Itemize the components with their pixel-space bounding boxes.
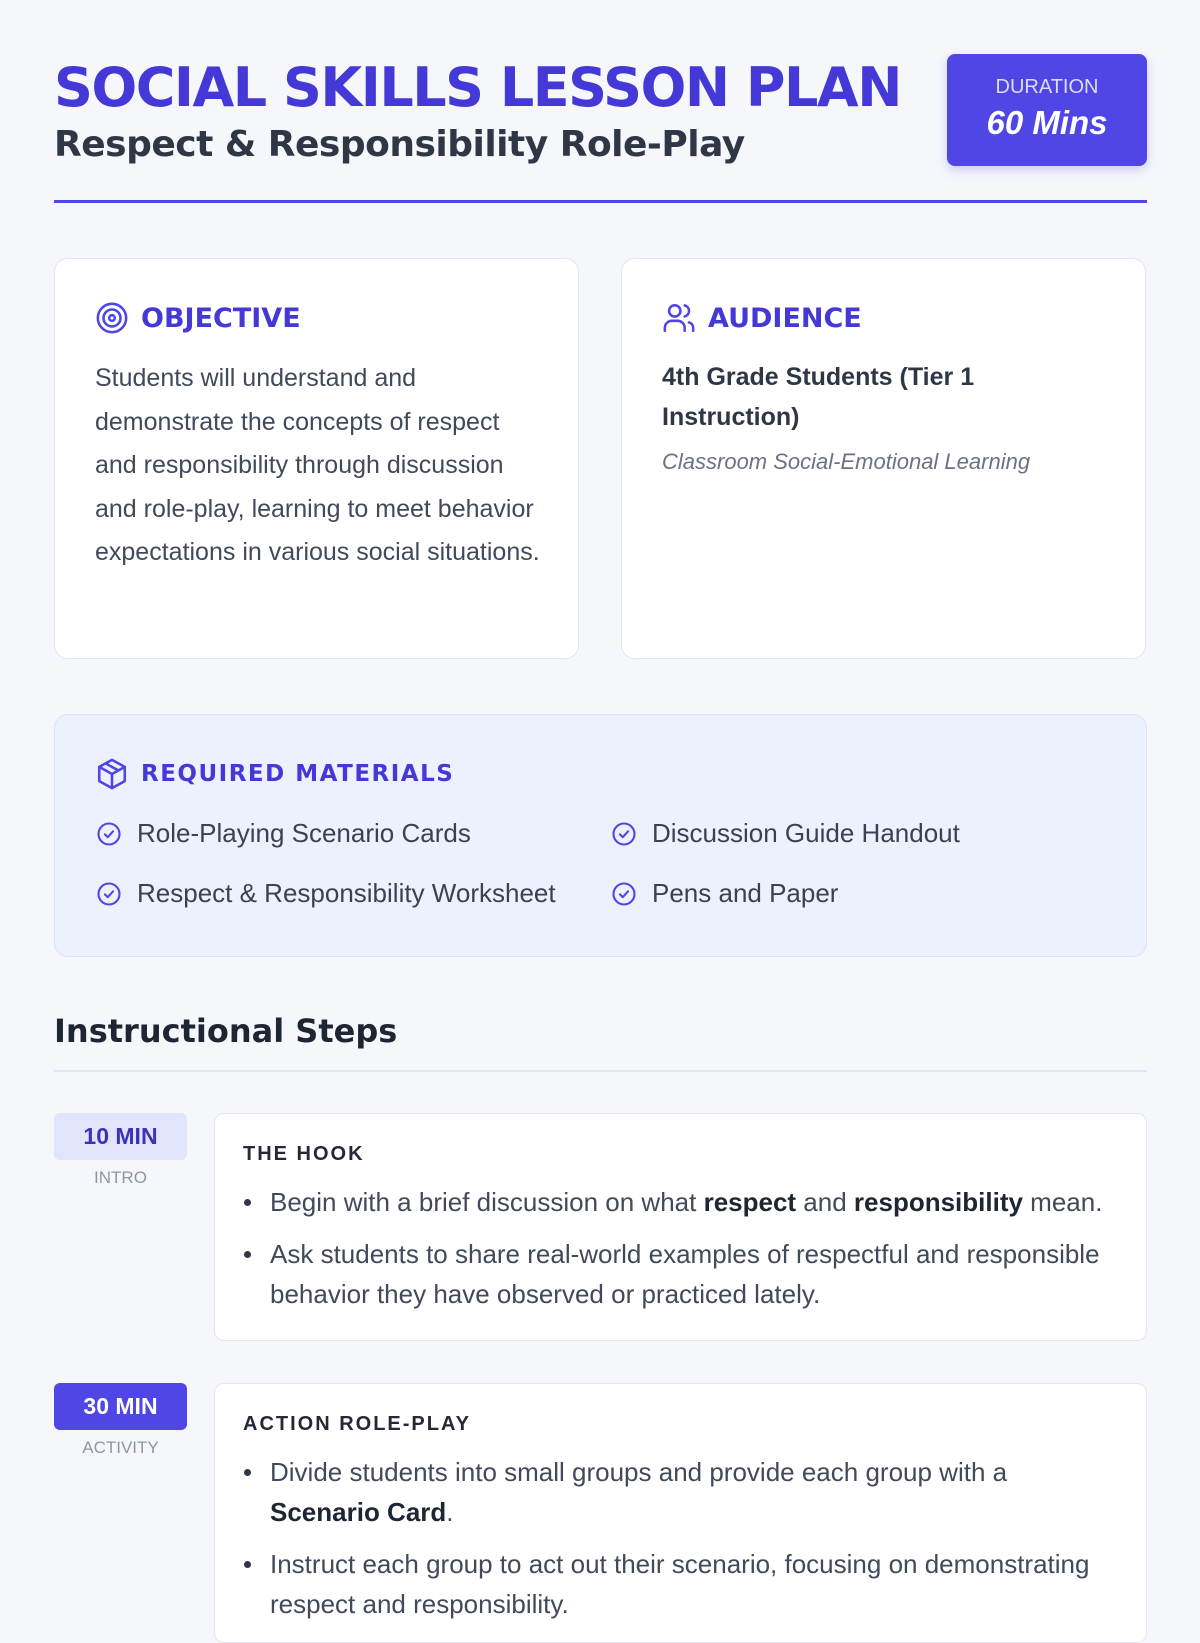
materials-panel: [54, 714, 1147, 957]
users-icon: [662, 301, 696, 335]
page-title: SOCIAL SKILLS LESSON PLAN: [54, 56, 901, 119]
page-subtitle: Respect & Responsibility Role-Play: [54, 124, 745, 165]
package-icon: [95, 757, 129, 791]
check-circle-icon: [95, 820, 123, 848]
material-label: Role-Playing Scenario Cards: [137, 818, 471, 848]
objective-card: [54, 258, 579, 659]
steps-heading: Instructional Steps: [54, 1012, 398, 1050]
material-item: [610, 818, 960, 849]
step-title: ACTION ROLE-PLAY: [243, 1413, 471, 1435]
objective-header: [95, 301, 301, 335]
step-card-role-play: [214, 1383, 1147, 1643]
step-title: THE HOOK: [243, 1143, 365, 1165]
step-bullets: [243, 1452, 1123, 1636]
step-bullet: Begin with a brief discussion on what respect and responsibility mean.: [243, 1182, 1123, 1222]
step-bullet: Instruct each group to act out their scenario, focusing on demonstrating respect and responsibility.: [243, 1544, 1123, 1624]
duration-value: 60 Mins: [986, 104, 1108, 141]
step-card-hook: [214, 1113, 1147, 1341]
step-duration-badge: 30 MIN: [54, 1383, 187, 1430]
step-duration-badge: 10 MIN: [54, 1113, 187, 1160]
step-phase: ACTIVITY: [82, 1438, 159, 1457]
check-circle-icon: [610, 820, 638, 848]
target-icon: [95, 301, 129, 335]
step-phase: INTRO: [94, 1168, 147, 1187]
material-item: [610, 878, 838, 909]
materials-header: [95, 757, 454, 791]
objective-text: Students will understand and demonstrate the concepts of respect and responsibility through discussion and role-play, learning to meet behavior expectations in various social situations.: [95, 364, 540, 566]
step-bullet: Ask students to share real-world examples of respectful and responsible behavior they have observed or practiced lately.: [243, 1234, 1123, 1314]
step-bullet: Divide students into small groups and provide each group with a Scenario Card.: [243, 1452, 1123, 1532]
audience-sub: Classroom Social-Emotional Learning: [662, 449, 1031, 474]
material-item: [95, 878, 556, 909]
audience-card: [621, 258, 1146, 659]
objective-heading: OBJECTIVE: [141, 302, 301, 334]
audience-header: [662, 301, 862, 335]
audience-heading: AUDIENCE: [708, 302, 862, 334]
material-item: [95, 818, 471, 849]
material-label: Discussion Guide Handout: [652, 818, 960, 848]
steps-divider: [54, 1070, 1147, 1072]
step-bullets: [243, 1182, 1123, 1326]
duration-badge: [947, 54, 1147, 166]
audience-main: 4th Grade Students (Tier 1 Instruction): [662, 363, 975, 431]
material-label: Respect & Responsibility Worksheet: [137, 878, 556, 908]
header-divider: [54, 200, 1147, 203]
duration-label: DURATION: [995, 76, 1099, 98]
material-label: Pens and Paper: [652, 878, 839, 908]
lesson-plan-page: [54, 0, 1147, 1619]
check-circle-icon: [95, 880, 123, 908]
materials-heading: REQUIRED MATERIALS: [141, 761, 455, 787]
check-circle-icon: [610, 880, 638, 908]
